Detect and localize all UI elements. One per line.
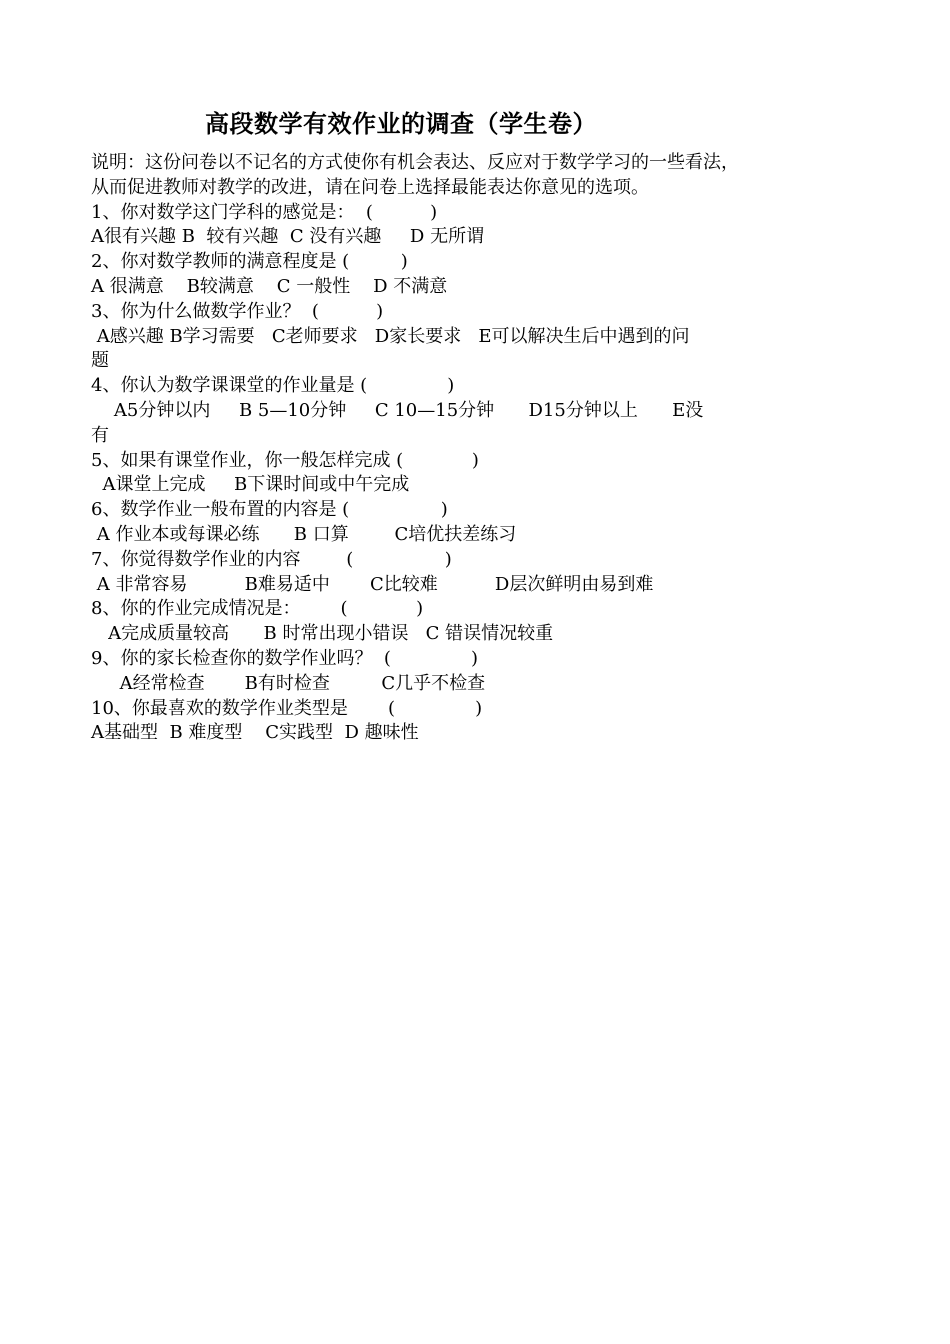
options-4: 有 — [91, 424, 109, 446]
options-7: A 非常容易 B难易适中 C比较难 D层次鲜明由易到难 — [91, 573, 654, 595]
question-10: 10、你最喜欢的数学作业类型是 ( ) — [91, 697, 483, 719]
question-3: 3、你为什么做数学作业？ ( ) — [91, 300, 384, 322]
question-4: 4、你认为数学课课堂的作业量是 ( ) — [91, 375, 455, 397]
options-3: A感兴趣 B学习需要 C老师要求 D家长要求 E可以解决生后中遇到的问 — [91, 325, 690, 347]
document-title: 高段数学有效作业的调查（学生卷） — [205, 110, 597, 138]
options-3: 题 — [91, 350, 109, 372]
options-4: A5分钟以内 B 5—10分钟 C 10—15分钟 D15分钟以上 E没 — [91, 400, 704, 421]
options-5: A课堂上完成 B下课时间或中午完成 — [91, 474, 410, 496]
options-2: A 很满意 B较满意 C 一般性 D 不满意 — [91, 276, 448, 297]
question-1: 1、你对数学这门学科的感觉是： ( ) — [91, 201, 438, 223]
question-9: 9、你的家长检查你的数学作业吗？ ( ) — [91, 648, 479, 669]
question-6: 6、数学作业一般布置的内容是 ( ) — [91, 499, 448, 521]
question-8: 8、你的作业完成情况是： ( ) — [91, 598, 424, 620]
intro-text: 从而促进教师对教学的改进，请在问卷上选择最能表达你意见的选项。 — [91, 176, 649, 198]
question-7: 7、你觉得数学作业的内容 ( ) — [91, 548, 452, 570]
options-1: A很有兴趣 B 较有兴趣 C 没有兴趣 D 无所谓 — [91, 226, 485, 248]
options-6: A 作业本或每课必练 B 口算 C培优扶差练习 — [91, 524, 517, 545]
options-9: A经常检查 B有时检查 C几乎不检查 — [91, 672, 486, 694]
options-8: A完成质量较高 B 时常出现小错误 C 错误情况较重 — [91, 623, 554, 645]
question-2: 2、你对数学教师的满意程度是 ( ) — [91, 251, 408, 273]
intro-text: 说明：这份问卷以不记名的方式使你有机会表达、反应对于数学学习的一些看法， — [91, 152, 739, 173]
options-10: A基础型 B 难度型 C实践型 D 趣味性 — [91, 722, 419, 744]
question-5: 5、如果有课堂作业，你一般怎样完成 ( ) — [91, 449, 479, 471]
